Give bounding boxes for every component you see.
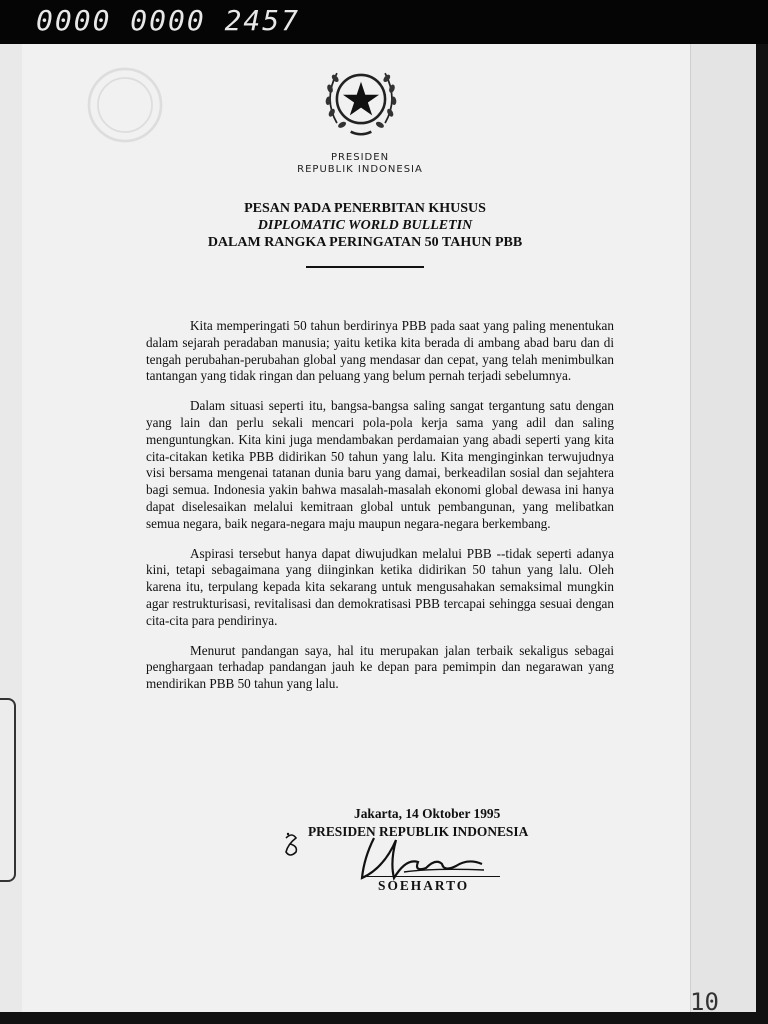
paragraph: Dalam situasi seperti itu, bangsa-bangsa saling sangat tergantung satu dengan yang lain dan perlu sekali mencari pola-pola kerja sama yang adil dan saling menguntungkan. Kita kini juga mendambakan perdamaian yang abadi seperti yang kita cita-citakan ketika PBB didirikan 50 tahun yang lalu. Kita menginginkan terwujudnya visi bersama mengenai tatanan dunia baru yang damai, berkeadilan sosial dan sejahtera bagi semua. Indonesia yakin bahwa masalah-masalah ekonomi global dewasa ini hanya dapat diselesaikan melalui kemitraan global untuk pembangunan, yang melibatkan semua negara, baik negara-negara maju maupun negara-negara berkembang.: [146, 398, 614, 531]
scan-bottom-border: [0, 1012, 768, 1024]
heading-line-3: DALAM RANGKA PERINGATAN 50 TAHUN PBB: [207, 235, 523, 250]
heading-line-2: DIPLOMATIC WORLD BULLETIN: [257, 218, 473, 233]
next-page-edge: [690, 44, 759, 1016]
heading-line-1: PESAN PADA PENERBITAN KHUSUS: [244, 201, 486, 216]
frame-counter: 0000 0000 2457: [36, 4, 301, 37]
paragraph: Menurut pandangan saya, hal itu merupakan jalan terbaik sekaligus sebagai penghargaan terhadap pandangan jauh ke depan para pemimpin dan negarawan yang mendirikan PBB 50 tahun yang lalu.: [146, 642, 614, 692]
binder-clip: [0, 698, 16, 882]
issuer-line-2: REPUBLIK INDONESIA: [297, 164, 423, 175]
page-corner-mark: 10: [690, 988, 719, 1016]
scan-right-border: [756, 44, 768, 1024]
signatory-office: PRESIDEN REPUBLIK INDONESIA: [308, 824, 529, 839]
document-heading: [130, 200, 600, 251]
signatory-name: SOEHARTO: [378, 878, 470, 893]
seal-emblem-icon: [318, 56, 404, 142]
place-date: Jakarta, 14 Oktober 1995: [354, 806, 501, 821]
film-frame-header: [0, 0, 768, 44]
issuer-caption: [250, 152, 470, 176]
signature-line: [366, 876, 500, 877]
initial-mark-icon: [280, 830, 304, 860]
paragraph: Kita memperingati 50 tahun berdirinya PBB pada saat yang paling menentukan dalam sejarah peradaban manusia; yaitu ketika kita berada di ambang abad baru dan di tengah perubahan-perubahan global yang mendasar dan cepat, yang telah menimbulkan tantangan yang tidak ringan dan peluang yang belum pernah terjadi sebelumnya.: [146, 318, 614, 384]
paragraph: Aspirasi tersebut hanya dapat diwujudkan melalui PBB --tidak seperti adanya kini, tetapi sebagaimana yang diinginkan ketika didirikan 50 tahun yang lalu. Oleh karena itu, terpulang kepada kita sekarang untuk mengusahakan semaksimal mungkin agar restrukturisasi, revitalisasi dan demokratisasi PBB tercapai sehingga sesuai dengan cita-cita para pendirinya.: [146, 545, 614, 628]
message-body: [146, 318, 614, 706]
issuer-line-1: PRESIDEN: [330, 152, 390, 163]
bleed-through-emblem-icon: [80, 60, 170, 150]
heading-divider: [306, 266, 424, 268]
